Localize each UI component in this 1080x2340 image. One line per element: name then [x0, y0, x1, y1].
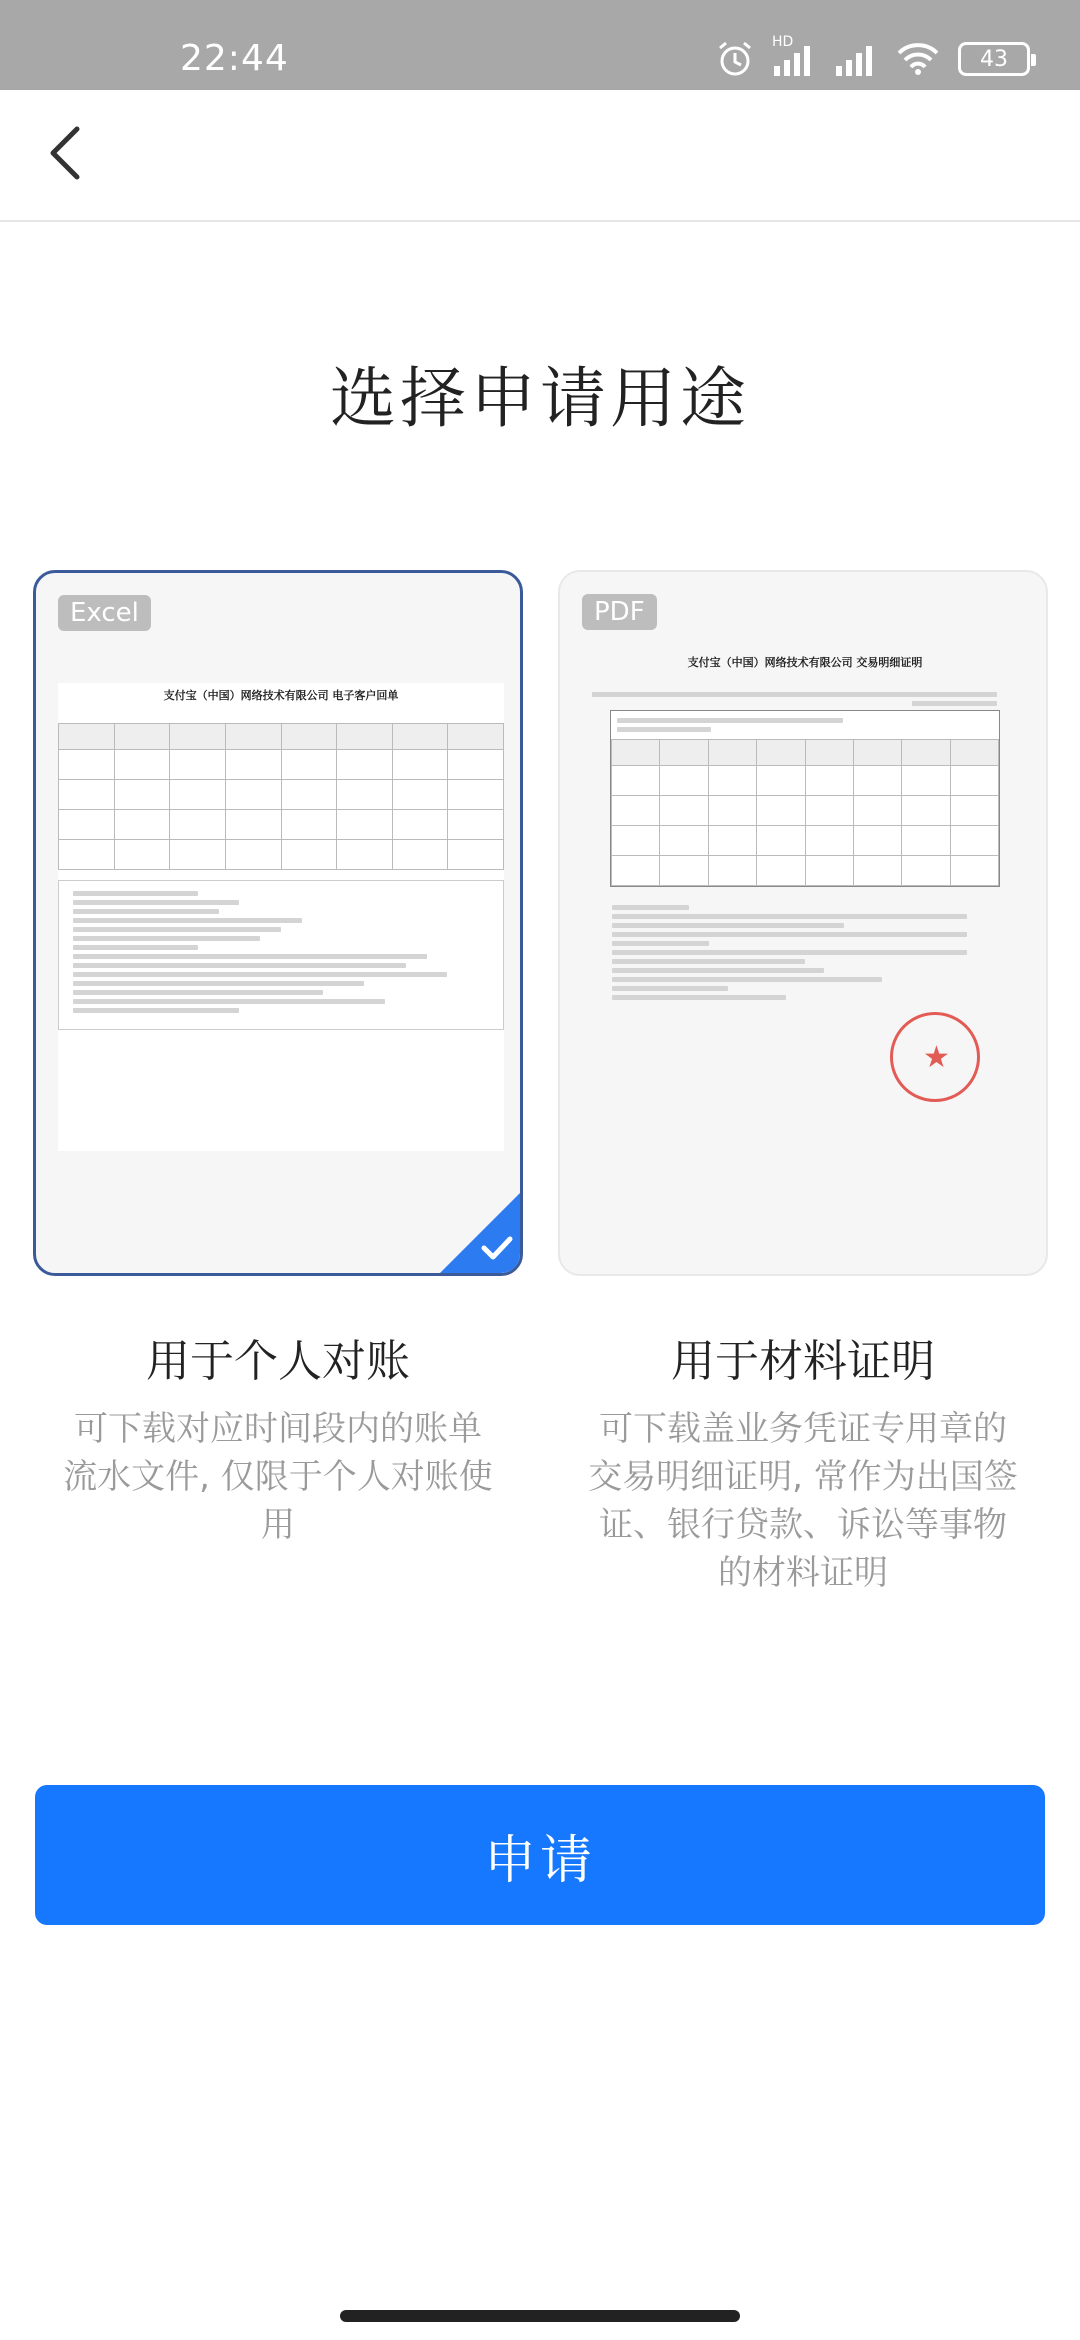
pdf-doc-title: 支付宝（中国）网络技术有限公司 交易明细证明 [687, 656, 923, 669]
excel-badge: Excel [58, 595, 151, 631]
official-stamp-icon [890, 1012, 980, 1102]
option-card-personal[interactable] [33, 570, 523, 1276]
check-icon [480, 1235, 514, 1265]
back-button[interactable] [30, 120, 100, 190]
excel-preview [58, 683, 504, 1151]
status-time: 22:44 [180, 38, 289, 79]
excel-doc-title: 支付宝（中国）网络技术有限公司 电子客户回单 [163, 689, 399, 702]
pdf-preview-table [611, 739, 999, 886]
excel-preview-notes [58, 880, 504, 1030]
page-title: 选择申请用途 [330, 360, 750, 437]
pdf-preview-notes [582, 887, 1028, 1018]
nav-bar [0, 90, 1080, 222]
home-indicator[interactable] [340, 2310, 740, 2322]
chevron-left-icon [45, 123, 85, 187]
option-desc-personal: 可下载对应时间段内的账单流水文件, 仅限于个人对账使用 [63, 1409, 493, 1545]
option-title-personal: 用于个人对账 [146, 1336, 410, 1387]
status-icons [716, 34, 1030, 78]
stamp-star-icon: ★ [923, 1040, 950, 1075]
pdf-preview [582, 652, 1028, 1212]
pdf-preview-header [582, 692, 1028, 706]
signal-icon [772, 34, 816, 76]
option-title-certificate: 用于材料证明 [671, 1336, 935, 1387]
option-desc-certificate: 可下载盖业务凭证专用章的交易明细证明, 常作为出国签证、银行贷款、诉讼等事物的材料证明 [588, 1409, 1018, 1593]
apply-button[interactable]: 申请 [35, 1785, 1045, 1925]
option-card-certificate[interactable] [558, 570, 1048, 1276]
alarm-icon [716, 40, 754, 78]
signal-icon-2 [834, 42, 878, 76]
pdf-preview-table-wrap [610, 710, 1000, 887]
pdf-badge: PDF [582, 594, 657, 630]
excel-preview-table [58, 723, 504, 870]
hd-label: HD [772, 34, 794, 50]
status-bar [0, 0, 1080, 90]
battery-icon: 43 [958, 42, 1030, 76]
wifi-icon [896, 42, 940, 76]
